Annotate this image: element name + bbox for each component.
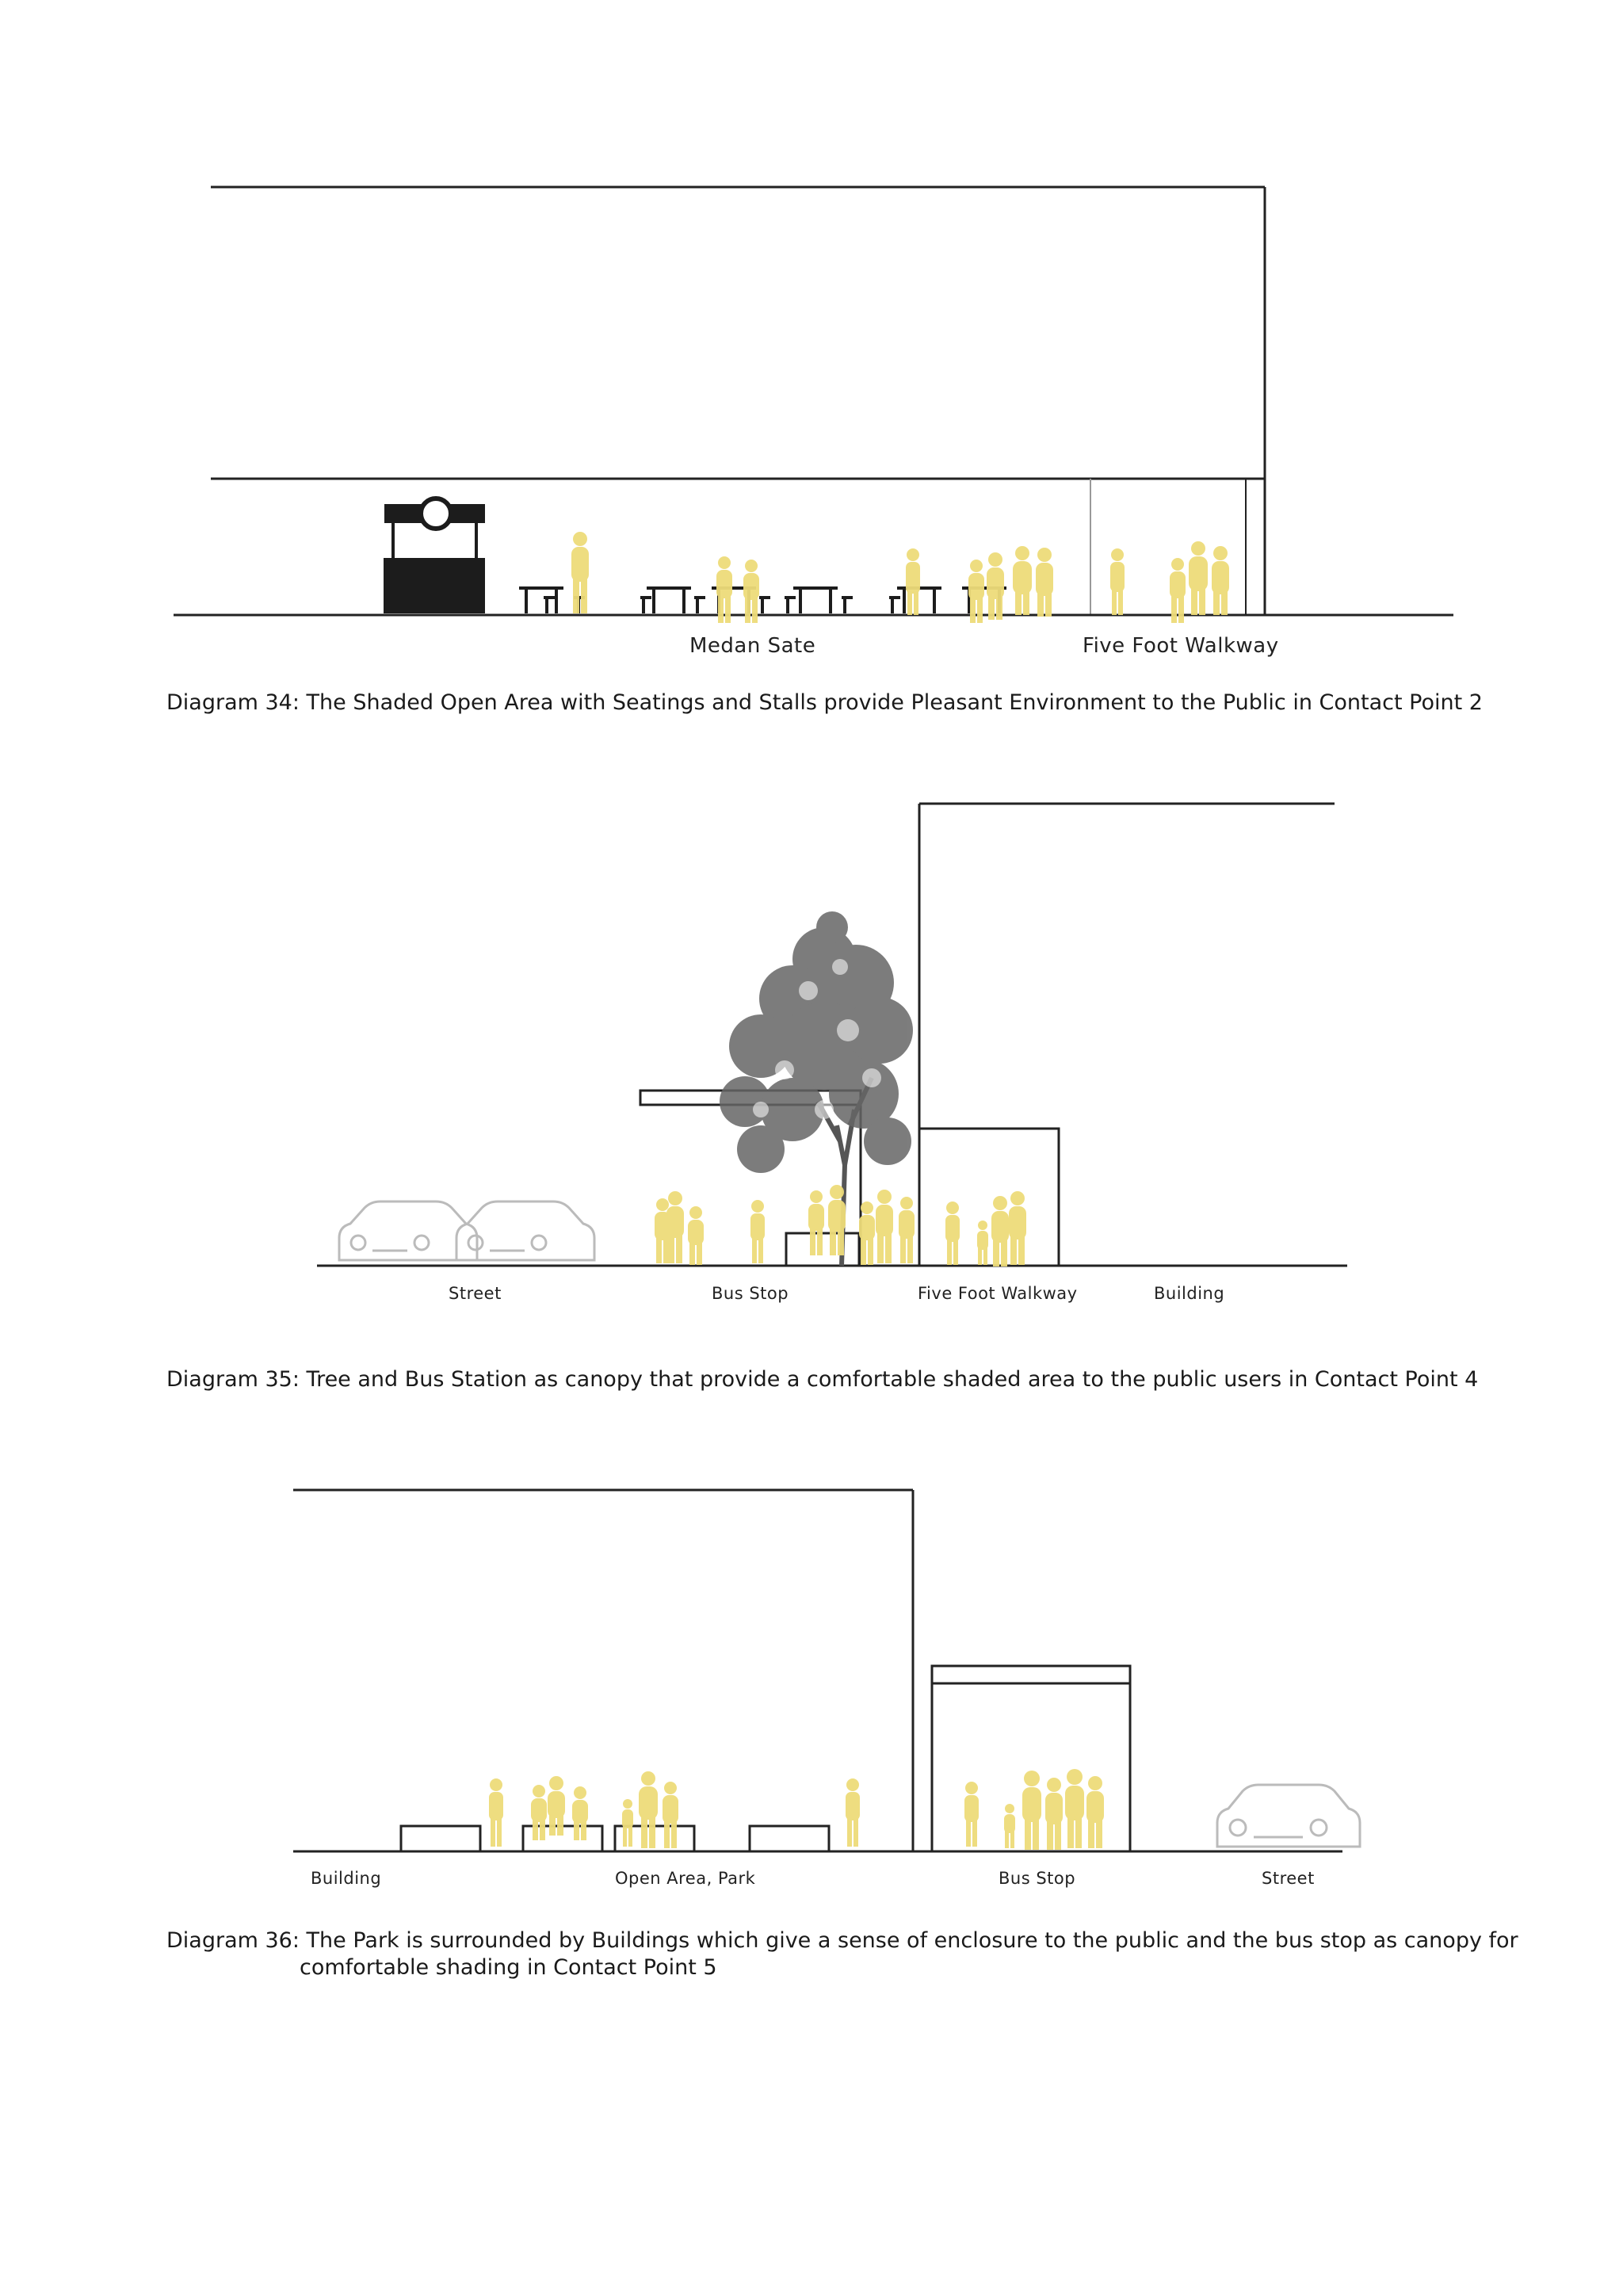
- diagram-35-section: [0, 777, 1623, 1331]
- satay-stall: [384, 499, 485, 613]
- diagram-36-section: [0, 1458, 1623, 1902]
- caption-diagram-36-line-2: comfortable shading in Contact Point 5: [300, 1955, 717, 1980]
- caption-diagram-36: [166, 1927, 1529, 1981]
- people-silhouettes: [655, 1185, 1026, 1266]
- caption-diagram-35: Diagram 35: Tree and Bus Station as canopy that provide a comfortable shaded area to the public users in Contact Point 4: [166, 1367, 1479, 1392]
- seating-tables: [519, 588, 1006, 613]
- car: [1217, 1785, 1360, 1847]
- label-building: Building: [1154, 1284, 1225, 1303]
- people-silhouettes: [571, 532, 1229, 623]
- label-bus-stop: Bus Stop: [712, 1284, 789, 1303]
- label-medan-sate: Medan Sate: [689, 634, 816, 658]
- building-outline: [293, 1490, 913, 1851]
- people-silhouettes: [489, 1769, 1104, 1850]
- label-street: Street: [449, 1284, 502, 1303]
- building-outline: [919, 804, 1335, 1266]
- label-street: Street: [1262, 1869, 1315, 1888]
- caption-diagram-36-line-1: Diagram 36: The Park is surrounded by Buildings which give a sense of enclosure to the public and the bus stop as canopy for: [166, 1928, 1518, 1953]
- label-open-area-park: Open Area, Park: [615, 1869, 756, 1888]
- building-outline: [211, 187, 1265, 615]
- label-bus-stop: Bus Stop: [999, 1869, 1076, 1888]
- park-planters: [401, 1826, 829, 1851]
- caption-diagram-34: Diagram 34: The Shaded Open Area with Seatings and Stalls provide Pleasant Environment to the Public in Contact Point 2: [166, 690, 1483, 715]
- label-five-foot-walkway: Five Foot Walkway: [1083, 634, 1279, 658]
- label-five-foot-walkway: Five Foot Walkway: [918, 1284, 1078, 1303]
- diagram-34-section: [0, 0, 1623, 682]
- label-building: Building: [311, 1869, 382, 1888]
